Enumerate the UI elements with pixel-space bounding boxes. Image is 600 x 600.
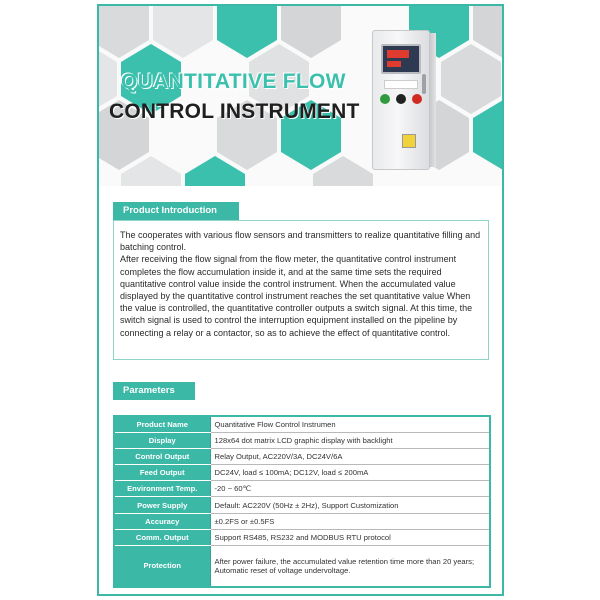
intro-paragraph-1: The cooperates with various flow sensors and transmitters to realize quantitative filling and batching control. [120, 230, 481, 253]
table-row [114, 546, 490, 587]
param-value: Quantitative Flow Control Instrumen [210, 416, 490, 432]
param-key: Comm. Output [114, 529, 210, 545]
intro-text-box [113, 220, 489, 360]
param-value: Relay Output, AC220V/3A, DC24V/6A [210, 448, 490, 464]
warning-sticker-icon [402, 134, 416, 148]
param-value: Support RS485, RS232 and MODBUS RTU protocol [210, 529, 490, 545]
param-value: 128x64 dot matrix LCD graphic display with backlight [210, 432, 490, 448]
param-key: Feed Output [114, 465, 210, 481]
param-value: ±0.2FS or ±0.5FS [210, 513, 490, 529]
table-row [114, 465, 490, 481]
intro-paragraph-2: After receiving the flow signal from the flow meter, the quantitative control instrument completes the flow accumulation inside it, and at the same time sets the required quantitative control value inside the control instrument. When the accumulated value displayed by the quantitative control instrument reaches the set quantitative value When the value is controlled, the quantitative controller outputs a switch signal. At this time, the switch signal is used to control the interruption equipment installed on the pipeline by connecting a relay or a contactor, so as to achieve the effect of quantitative control. [120, 254, 473, 338]
table-row [114, 529, 490, 545]
param-key: Product Name [114, 416, 210, 432]
param-value: DC24V, load ≤ 100mA; DC12V, load ≤ 200mA [210, 465, 490, 481]
param-value: -20 ~ 60℃ [210, 481, 490, 497]
table-row [114, 497, 490, 513]
control-box-image [372, 30, 436, 172]
product-sheet [97, 4, 504, 596]
table-row [114, 513, 490, 529]
param-key: Display [114, 432, 210, 448]
table-row [114, 416, 490, 432]
table-row [114, 432, 490, 448]
title-line-2: CONTROL INSTRUMENT [109, 100, 360, 123]
red-button-image [412, 94, 422, 104]
table-row [114, 481, 490, 497]
title-line-1: QUANTITATIVE FLOW [121, 70, 346, 93]
param-key: Protection [114, 546, 210, 587]
param-key: Environment Temp. [114, 481, 210, 497]
hero-banner [99, 6, 502, 186]
lcd-display-image [381, 44, 421, 74]
protection-line-2: Automatic reset of voltage undervoltage. [214, 565, 351, 575]
hexagon-pattern [99, 6, 502, 186]
intro-label: Product Introduction [113, 202, 239, 220]
black-button-image [396, 94, 406, 104]
param-key: Control Output [114, 448, 210, 464]
table-row [114, 448, 490, 464]
param-value [210, 546, 490, 587]
protection-line-1: After power failure, the accumulated value retention time more than 20 years; [214, 556, 475, 566]
param-value: Default: AC220V (50Hz ± 2Hz), Support Customization [210, 497, 490, 513]
param-key: Accuracy [114, 513, 210, 529]
green-button-image [380, 94, 390, 104]
param-key: Power Supply [114, 497, 210, 513]
parameters-table [113, 415, 491, 588]
parameters-label: Parameters [113, 382, 195, 400]
